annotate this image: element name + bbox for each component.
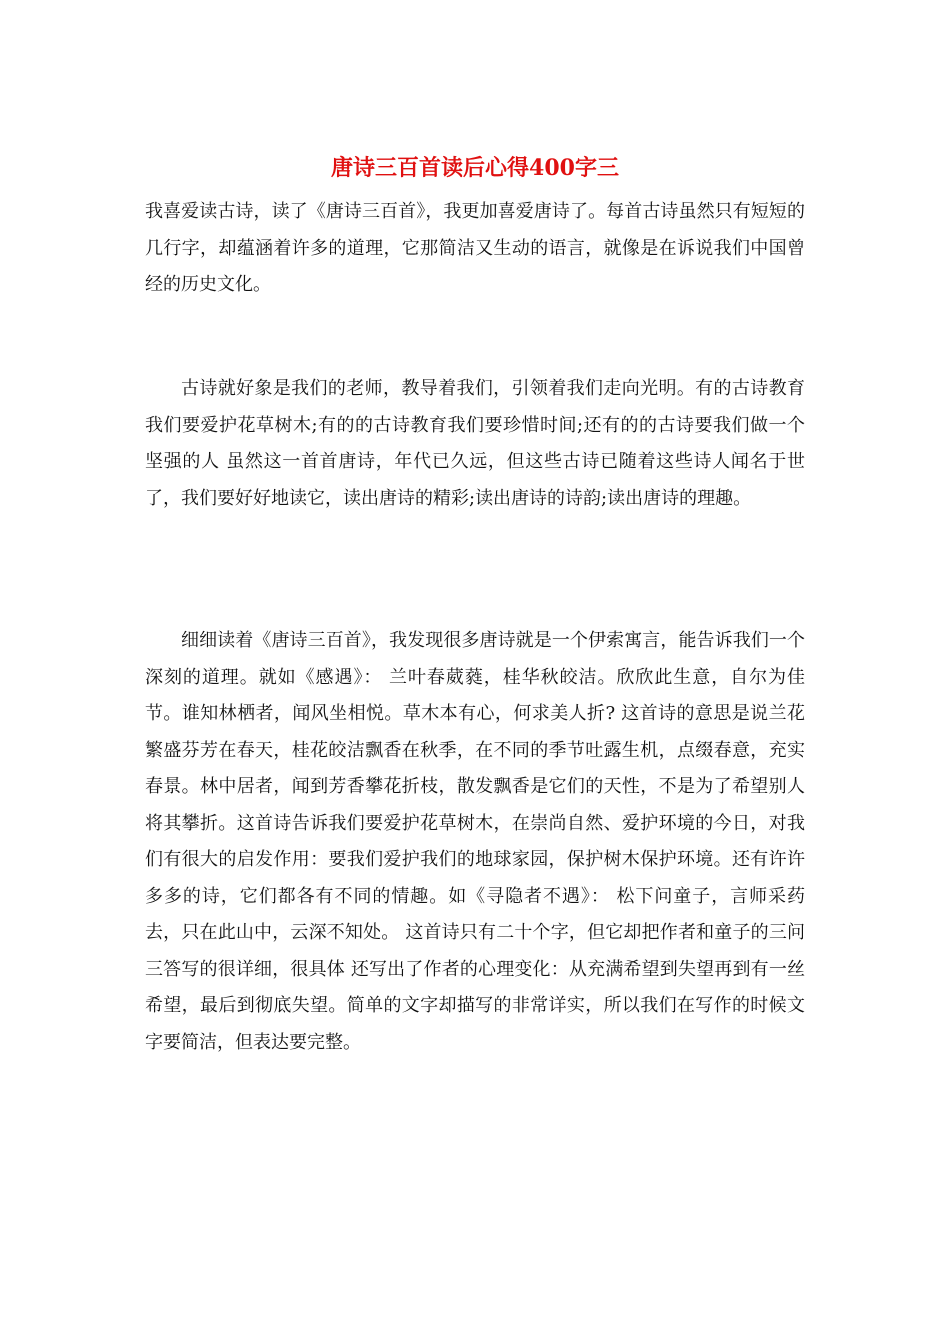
document-title: 唐诗三百首读后心得400字三 (331, 155, 619, 181)
paragraph-2: 古诗就好象是我们的老师，教导着我们，引领着我们走向光明。有的古诗教育我们要爱护花草树木;有的的古诗教育我们要珍惜时间;还有的的古诗要我们做一个坚强的人 虽然这一首首唐诗，年代已久远，但这些古诗已随着这些诗人闻名于世了，我们要好好地读它，读出唐诗的精彩;读出唐诗的诗韵;读出唐诗的理趣。 (145, 378, 805, 509)
paragraph-1: 我喜爱读古诗，读了《唐诗三百首》，我更加喜爱唐诗了。每首古诗虽然只有短短的几行字，却蕴涵着许多的道理，它那简洁又生动的语言，就像是在诉说我们中国曾经的历史文化。 (145, 201, 805, 295)
paragraph-3: 细细读着《唐诗三百首》，我发现很多唐诗就是一个伊索寓言，能告诉我们一个深刻的道理。就如《感遇》： 兰叶春葳蕤，桂华秋皎洁。欣欣此生意，自尔为佳节。谁知林栖者，闻风坐相悦。草木本有心，何求美人折? 这首诗的意思是说兰花繁盛芬芳在春天，桂花皎洁飘香在秋季，在不同的季节吐露生机，点缀春意，充实春景。林中居者，闻到芳香攀花折枝，散发飘香是它们的天性，不是为了希望别人将其攀折。这首诗告诉我们要爱护花草树木，在崇尚自然、爱护环境的今日，对我们有很大的启发作用：要我们爱护我们的地球家园，保护树木保护环境。还有许许多多的诗，它们都各有不同的情趣。如《寻隐者不遇》： 松下问童子，言师采药去，只在此山中，云深不知处。 这首诗只有二十个字，但它却把作者和童子的三问三答写的很详细，很具体 还写出了作者的心理变化：从充满希望到失望再到有一丝希望，最后到彻底失望。简单的文字却描写的非常详实，所以我们在写作的时候文字要简洁，但表达要完整。 (145, 630, 805, 1053)
